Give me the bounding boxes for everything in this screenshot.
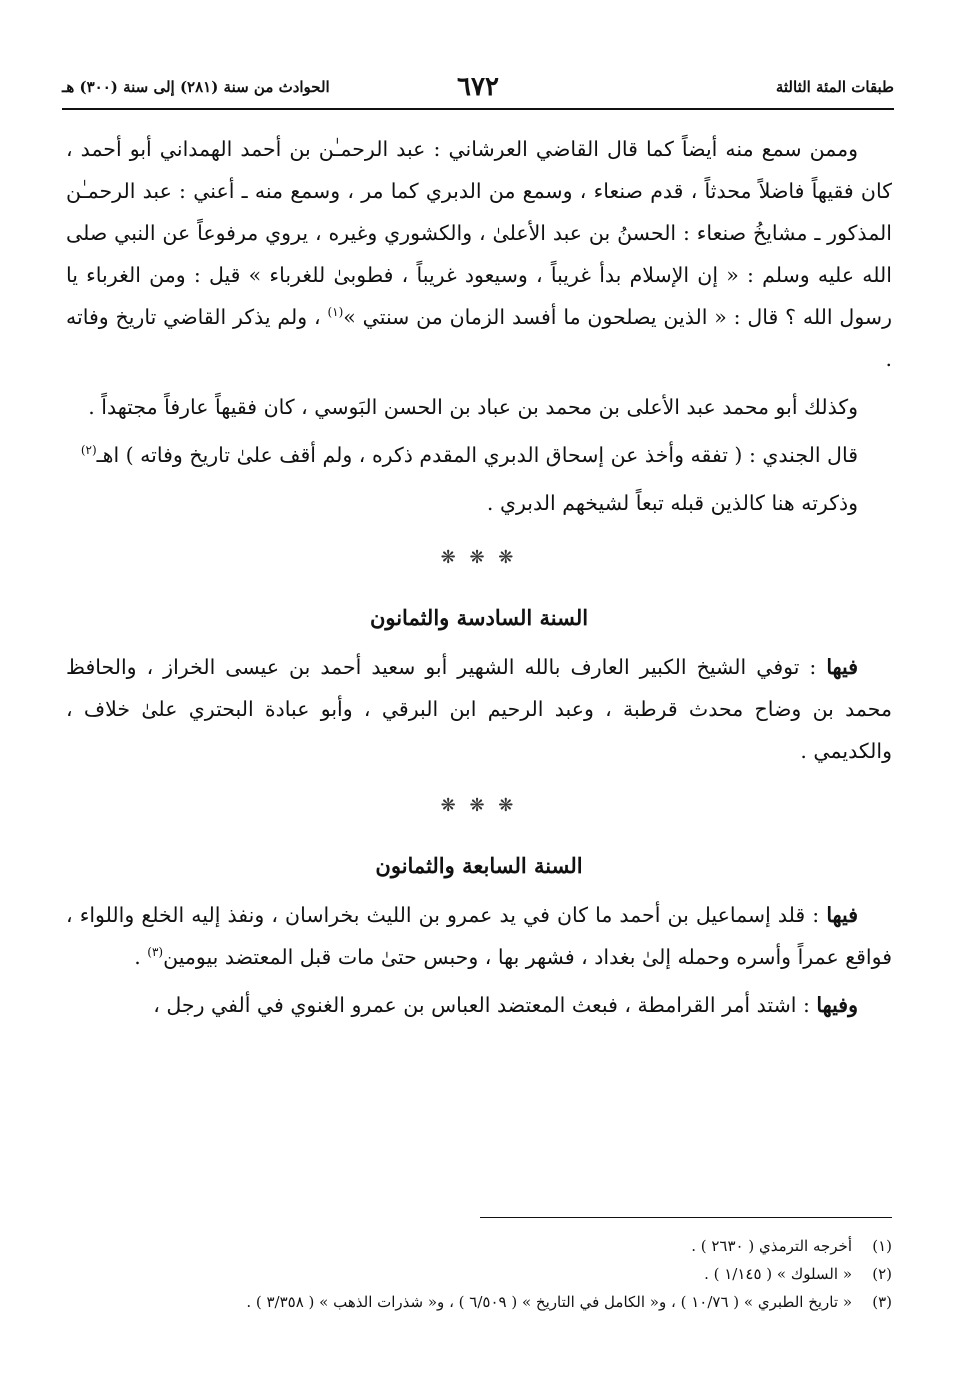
footnotes	[120, 1232, 892, 1316]
section-separator-2: ❋ ❋ ❋	[440, 795, 518, 816]
paragraph-1-end: ، ولم يذكر القاضي تاريخ وفاته .	[66, 305, 892, 371]
paragraph-3-text: قال الجندي : ( تفقه وأخذ عن إسحاق الدبري المقدم ذكره ، ولم أقف علىٰ تاريخ وفاته ) اهـ	[96, 443, 858, 467]
section-287-lead-1: فيها	[826, 903, 858, 927]
paragraph-3	[66, 434, 892, 476]
footnote-3	[120, 1288, 892, 1316]
footnote-ref-1: (١)	[327, 305, 344, 320]
section-287-text-1: : قلد إسماعيل بن أحمد ما كان في يد عمرو بن الليث بخراسان ، ونفذ إليه الخلع واللواء ، فواقع عمراً وأسره وحمله إلىٰ بغداد ، فشهر بها ، وحبس حتىٰ مات قبل المعتضد بيومين	[66, 903, 892, 969]
section-title-287: السنة السابعة والثمانون	[375, 853, 583, 878]
footnote-1	[120, 1232, 892, 1260]
section-287-paragraph-2	[66, 984, 892, 1026]
paragraph-2: وكذلك أبو محمد عبد الأعلى بن محمد بن عباد بن الحسن البَوسي ، كان فقيهاً عارفاً مجتهداً .	[88, 395, 858, 419]
footnote-number: (١)	[872, 1237, 892, 1255]
book-section-title: طبقات المئة الثالثة	[775, 78, 894, 96]
section-286-text: : توفي الشيخ الكبير العارف بالله الشهير أبو سعيد أحمد بن عيسى الخراز ، والحافظ محمد بن وضاح محدث قرطبة ، وعبد الرحيم ابن البرقي ، وأبو عبادة البحتري علىٰ خلاف ، والكديمي .	[66, 655, 892, 763]
paragraph-4: وذكرته هنا كالذين قبله تبعاً لشيخهم الدبري .	[486, 491, 858, 515]
section-286-paragraph	[66, 646, 892, 772]
footnote-text: أخرجه الترمذي ( ٢٦٣٠ ) .	[691, 1237, 852, 1255]
footnote-text: « السلوك » ( ١/١٤٥ ) .	[704, 1265, 852, 1283]
section-separator-1: ❋ ❋ ❋	[440, 547, 518, 568]
chapter-range-title: الحوادث من سنة (٢٨١) إلى سنة (٣٠٠) هـ	[62, 78, 330, 96]
footnote-number: (٣)	[872, 1293, 892, 1311]
footnote-number: (٢)	[872, 1265, 892, 1283]
section-287-lead-2: وفيها	[816, 993, 858, 1017]
footnote-2	[120, 1260, 892, 1288]
section-287-text-1-end: .	[134, 945, 148, 969]
section-287-text-2: : اشتد أمر القرامطة ، فبعث المعتضد العباس بن عمرو الغنوي في ألفي رجل ،	[153, 993, 817, 1017]
running-header	[62, 72, 894, 108]
footnote-text: « تاريخ الطبري » ( ١٠/٧٦ ) ، و« الكامل في التاريخ » ( ٦/٥٠٩ ) ، و« شذرات الذهب » ( ٣/٣٥٨ ) .	[246, 1293, 852, 1311]
paragraph-1-text: وممن سمع منه أيضاً كما قال القاضي العرشاني : عبد الرحمـٰن بن أحمد الهمداني أبو أحمد ، كان فقيهاً فاضلاً محدثاً ، قدم صنعاء ، وسمع من الدبري كما مر ، وسمع منه ـ أعني : عبد الرحمـٰن المذكور ـ مشايخُ صنعاء : الحسنُ بن عبد الأعلىٰ ، والكشوري وغيره ، يروي مرفوعاً عن النبي صلى الله عليه وسلم : « إن الإسلام بدأ غريباً ، وسيعود غريباً ، فطوبىٰ للغرباء » قيل : ومن الغرباء يا رسول الله ؟ قال : « الذين يصلحون ما أفسد الزمان من سنتي »	[66, 137, 892, 329]
header-divider	[62, 108, 894, 110]
footnote-ref-2: (٢)	[80, 443, 97, 458]
page-number: ٦٧٢	[457, 72, 499, 102]
paragraph-1	[66, 128, 892, 380]
main-text	[66, 128, 892, 1032]
section-286-lead: فيها	[826, 655, 858, 679]
footnote-divider	[480, 1217, 892, 1218]
footnote-ref-3: (٣)	[147, 945, 164, 960]
section-title-286: السنة السادسة والثمانون	[369, 605, 589, 630]
section-287-paragraph-1	[66, 894, 892, 978]
